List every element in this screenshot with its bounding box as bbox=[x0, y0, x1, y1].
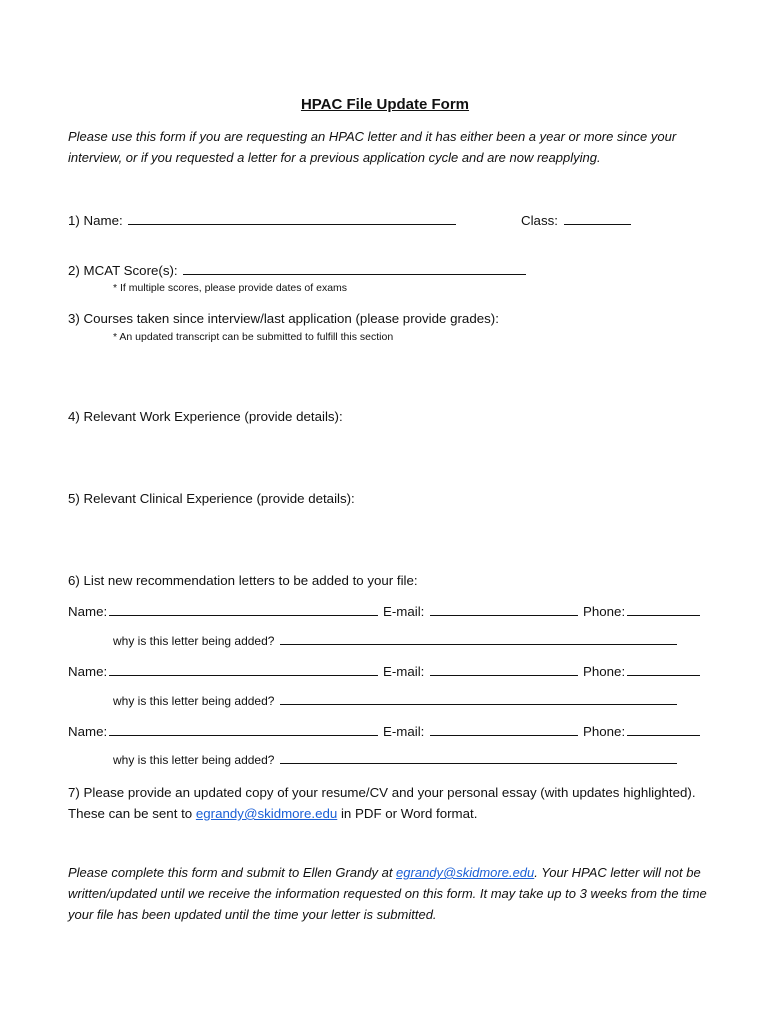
letter-phone-label: Phone: bbox=[583, 664, 626, 679]
page-title: HPAC File Update Form bbox=[300, 96, 470, 113]
letter-2-name-row bbox=[68, 663, 378, 679]
letter-email-label: E-mail: bbox=[383, 664, 425, 679]
recommendation-label: 6) List new recommendation letters to be added to your file: bbox=[68, 573, 418, 588]
closing-text-before: Please complete this form and submit to Ellen Grandy at bbox=[68, 865, 397, 880]
letter-email-label: E-mail: bbox=[383, 724, 425, 739]
letter-1-why-field[interactable] bbox=[280, 634, 677, 645]
letter-why-label: why is this letter being added? bbox=[113, 634, 275, 648]
letter-1-phone-row bbox=[583, 603, 700, 619]
letter-1-email-field[interactable] bbox=[430, 603, 578, 616]
letter-email-label: E-mail: bbox=[383, 604, 425, 619]
letter-1-name-field[interactable] bbox=[109, 603, 378, 616]
mcat-field-row bbox=[68, 262, 526, 278]
mcat-field[interactable] bbox=[183, 262, 526, 275]
closing-instructions bbox=[68, 862, 708, 925]
letter-1-why-row bbox=[113, 634, 677, 648]
letter-3-phone-row bbox=[583, 723, 700, 739]
letter-2-phone-row bbox=[583, 663, 700, 679]
letter-3-phone-field[interactable] bbox=[627, 723, 700, 736]
letter-name-label: Name: bbox=[68, 604, 108, 619]
class-label: Class: bbox=[521, 213, 558, 228]
mcat-note: * If multiple scores, please provide dates of exams bbox=[113, 282, 348, 294]
letter-2-why-field[interactable] bbox=[280, 694, 677, 705]
letter-3-email-row bbox=[383, 723, 578, 739]
class-field[interactable] bbox=[564, 212, 631, 225]
letter-3-email-field[interactable] bbox=[430, 723, 578, 736]
contact-email-link[interactable]: egrandy@skidmore.edu bbox=[195, 806, 338, 821]
letter-name-label: Name: bbox=[68, 664, 108, 679]
letter-2-name-field[interactable] bbox=[109, 663, 378, 676]
letter-3-name-row bbox=[68, 723, 378, 739]
name-field-row bbox=[68, 212, 456, 228]
resume-instructions bbox=[68, 782, 708, 824]
letter-2-why-row bbox=[113, 694, 677, 708]
letter-3-name-field[interactable] bbox=[109, 723, 378, 736]
class-field-row bbox=[521, 212, 631, 228]
letter-1-name-row bbox=[68, 603, 378, 619]
courses-note: * An updated transcript can be submitted to fulfill this section bbox=[113, 331, 394, 343]
courses-label: 3) Courses taken since interview/last application (please provide grades): bbox=[68, 311, 499, 326]
letter-2-email-row bbox=[383, 663, 578, 679]
letter-2-phone-field[interactable] bbox=[627, 663, 700, 676]
closing-text-after: . Your HPAC letter will not be written/updated until we receive the information requested on this form. It may take up to 3 weeks from the time your file has been updated until the time your letter is submitted. bbox=[68, 865, 707, 922]
letter-phone-label: Phone: bbox=[583, 604, 626, 619]
letter-why-label: why is this letter being added? bbox=[113, 753, 275, 767]
letter-1-email-row bbox=[383, 603, 578, 619]
intro-text: Please use this form if you are requesting an HPAC letter and it has either been a year or more since your interview, or if you requested a letter for a previous application cycle and are now reapplying. bbox=[68, 129, 677, 165]
letter-2-email-field[interactable] bbox=[430, 663, 578, 676]
letter-3-why-row bbox=[113, 753, 677, 767]
name-field[interactable] bbox=[128, 212, 456, 225]
mcat-label: 2) MCAT Score(s): bbox=[68, 263, 178, 278]
closing-email-link[interactable]: egrandy@skidmore.edu bbox=[396, 865, 535, 880]
clinical-experience-label: 5) Relevant Clinical Experience (provide details): bbox=[68, 491, 355, 506]
resume-text-after: in PDF or Word format. bbox=[337, 806, 478, 821]
letter-phone-label: Phone: bbox=[583, 724, 626, 739]
work-experience-label: 4) Relevant Work Experience (provide details): bbox=[68, 409, 343, 424]
letter-3-why-field[interactable] bbox=[280, 753, 677, 764]
resume-text-before: 7) Please provide an updated copy of your resume/CV and your personal essay (with updates highlighted). These can be sent to bbox=[68, 785, 696, 821]
letter-1-phone-field[interactable] bbox=[627, 603, 700, 616]
letter-why-label: why is this letter being added? bbox=[113, 694, 275, 708]
letter-name-label: Name: bbox=[68, 724, 108, 739]
name-label: 1) Name: bbox=[68, 213, 123, 228]
